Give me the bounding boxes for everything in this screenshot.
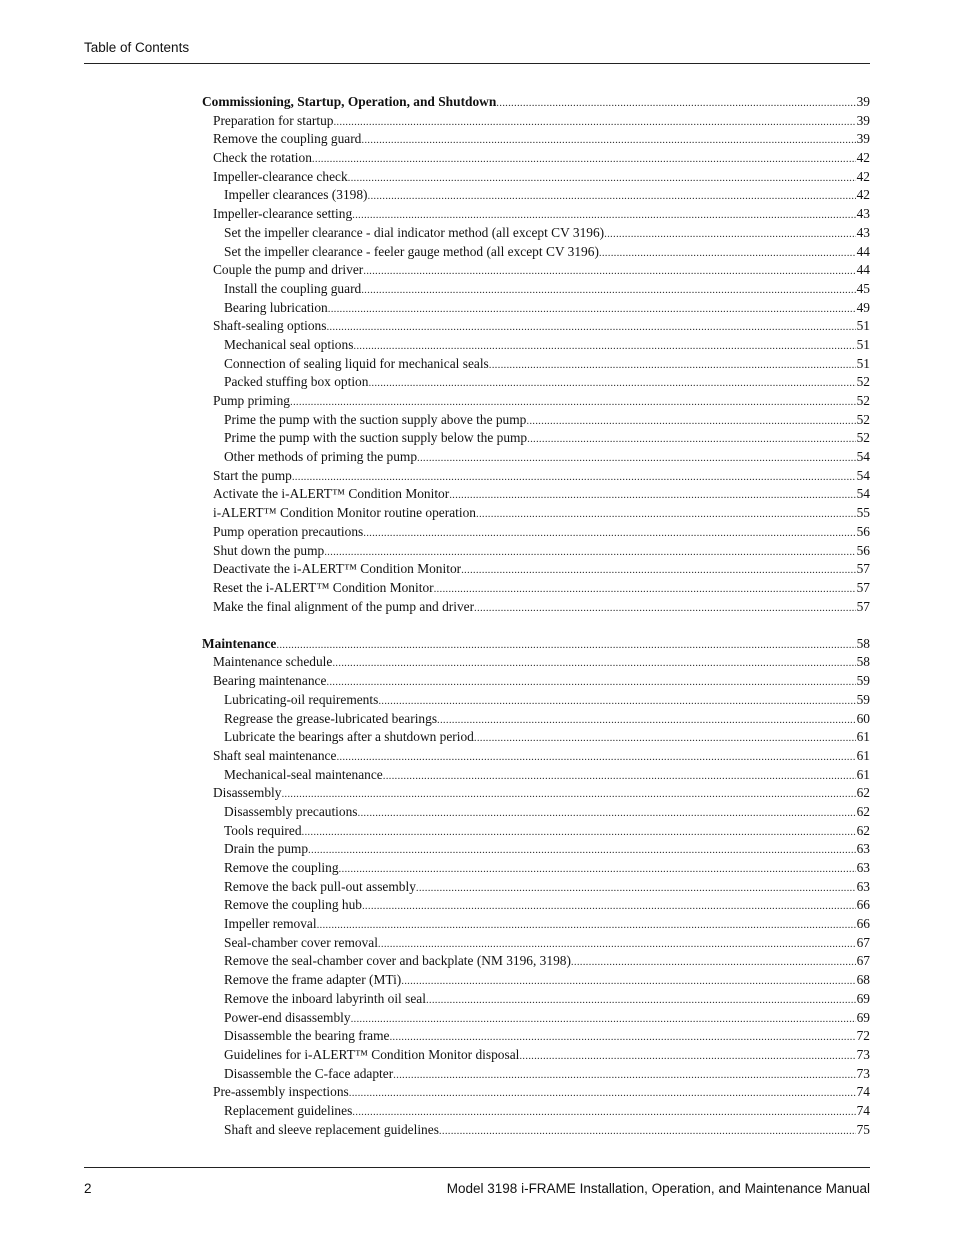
- toc-page-number: 61: [856, 766, 870, 782]
- toc-entry-title: Other methods of priming the pump: [224, 449, 418, 465]
- dot-leader: [326, 673, 855, 692]
- toc-entry-title: Mechanical seal options: [224, 336, 354, 352]
- dot-leader: [417, 449, 856, 468]
- toc-page-number: 73: [856, 1046, 870, 1062]
- toc-page-number: 61: [856, 729, 870, 745]
- header-rule: [84, 63, 870, 64]
- dot-leader: [333, 113, 855, 132]
- toc-page-number: 52: [856, 393, 870, 408]
- dot-leader: [527, 430, 855, 449]
- toc-page-number: 42: [856, 168, 870, 184]
- dot-leader: [326, 318, 855, 337]
- toc-entry[interactable]: [202, 429, 870, 448]
- toc-entry-title: Deactivate the i-ALERT™ Condition Monitor: [213, 561, 462, 577]
- dot-leader: [461, 561, 856, 580]
- toc-entry[interactable]: [202, 747, 870, 766]
- toc-entry-title: Bearing lubrication: [224, 299, 328, 315]
- toc-page-number: 42: [856, 187, 870, 203]
- toc-page-number: 43: [856, 206, 870, 222]
- toc-entry-title: Couple the pump and driver: [213, 262, 364, 278]
- toc-page-number: 60: [856, 710, 870, 726]
- dot-leader: [368, 374, 855, 393]
- toc-page-number: 54: [856, 467, 870, 483]
- toc-entry[interactable]: [202, 373, 870, 392]
- dot-leader: [363, 262, 855, 281]
- dot-leader: [434, 580, 856, 599]
- toc-entry[interactable]: [202, 1083, 870, 1102]
- toc-entry-title: Check the rotation: [213, 150, 312, 166]
- toc-page-number: 69: [856, 1009, 870, 1025]
- toc-entry[interactable]: [202, 411, 870, 430]
- toc-entry-title: Commissioning, Startup, Operation, and Shutdown: [202, 94, 497, 109]
- toc-entry[interactable]: [202, 130, 870, 149]
- toc-entry[interactable]: [202, 822, 870, 841]
- toc-entry[interactable]: [202, 112, 870, 131]
- toc-page-number: 73: [856, 1065, 870, 1081]
- toc-page-number: 74: [856, 1084, 870, 1100]
- toc-page-number: 63: [856, 841, 870, 857]
- dot-leader: [474, 729, 856, 748]
- toc-entry[interactable]: [202, 784, 870, 803]
- toc-entry-title: Lubricate the bearings after a shutdown period: [224, 729, 474, 745]
- toc-page-number: 57: [856, 598, 870, 614]
- dot-leader: [378, 692, 855, 711]
- dot-leader: [489, 356, 856, 375]
- toc-entry-title: Remove the seal-chamber cover and backplate (NM 3196, 3198): [224, 953, 571, 969]
- toc-page-number: 54: [856, 449, 870, 465]
- toc-entry[interactable]: [202, 579, 870, 598]
- toc-entry[interactable]: [202, 878, 870, 897]
- toc-entry[interactable]: [202, 186, 870, 205]
- toc-page-number: 52: [856, 374, 870, 390]
- toc-entry-title: Maintenance: [202, 635, 277, 651]
- toc-entry-title: Impeller-clearance check: [213, 168, 348, 184]
- toc-entry-title: Disassembly precautions: [224, 803, 358, 819]
- toc-entry-title: Remove the coupling guard: [213, 131, 362, 147]
- toc-page-number: 58: [856, 635, 870, 651]
- dot-leader: [362, 897, 856, 916]
- toc-page-number: 43: [856, 224, 870, 240]
- toc-entry[interactable]: [202, 934, 870, 953]
- toc-entry-title: Drain the pump: [224, 841, 309, 857]
- dot-leader: [336, 748, 855, 767]
- toc-page-number: 44: [856, 262, 870, 278]
- toc-page-number: 56: [856, 542, 870, 558]
- dot-leader: [426, 991, 856, 1010]
- toc-chapter-entry[interactable]: [202, 93, 870, 112]
- toc-page-number: 62: [856, 803, 870, 819]
- dot-leader: [348, 169, 856, 188]
- toc-entry-title: Remove the frame adapter (MTi): [224, 972, 402, 988]
- toc-entry[interactable]: [202, 485, 870, 504]
- toc-page-number: 45: [856, 280, 870, 296]
- dot-leader: [519, 1047, 855, 1066]
- dot-leader: [496, 94, 855, 113]
- dot-leader: [358, 804, 856, 823]
- toc-entry[interactable]: [202, 803, 870, 822]
- toc-page-number: 59: [856, 673, 870, 689]
- dot-leader: [312, 150, 856, 169]
- toc-entry-title: Prime the pump with the suction supply above the pump: [224, 411, 527, 427]
- toc-entry-title: Mechanical-seal maintenance: [224, 766, 383, 782]
- dot-leader: [474, 599, 856, 618]
- toc-entry[interactable]: [202, 728, 870, 747]
- toc-entry-title: Guidelines for i-ALERT™ Condition Monitor disposal: [224, 1046, 520, 1062]
- dot-leader: [393, 1066, 855, 1085]
- dot-leader: [308, 841, 856, 860]
- toc-entry-title: Remove the coupling hub: [224, 897, 362, 913]
- toc-page-number: 42: [856, 150, 870, 166]
- toc-page-number: 69: [856, 990, 870, 1006]
- toc-entry-title: Impeller clearances (3198): [224, 187, 368, 203]
- toc-entry[interactable]: [202, 710, 870, 729]
- toc-page-number: 39: [856, 112, 870, 128]
- toc-entry-title: Remove the coupling: [224, 860, 339, 875]
- toc-entry[interactable]: [202, 859, 870, 878]
- toc-entry[interactable]: [202, 1121, 870, 1140]
- toc-entry-title: Disassemble the bearing frame: [224, 1028, 390, 1044]
- dot-leader: [332, 654, 855, 673]
- dot-leader: [361, 281, 855, 300]
- toc-page-number: 63: [856, 860, 870, 875]
- toc-entry[interactable]: [202, 915, 870, 934]
- dot-leader: [276, 636, 855, 655]
- toc-page-number: 49: [856, 299, 870, 315]
- toc-entry[interactable]: [202, 1046, 870, 1065]
- toc-page-number: 66: [856, 897, 870, 913]
- toc-entry-title: Maintenance schedule: [213, 654, 333, 670]
- dot-leader: [401, 972, 855, 991]
- toc-entry[interactable]: [202, 766, 870, 785]
- page-footer: [84, 1181, 870, 1196]
- toc-page-number: 57: [856, 561, 870, 577]
- dot-leader: [599, 244, 856, 263]
- toc-page-number: 54: [856, 486, 870, 502]
- toc-page-number: 51: [856, 355, 870, 371]
- toc-entry[interactable]: [202, 205, 870, 224]
- dot-leader: [378, 935, 856, 954]
- dot-leader: [324, 543, 855, 562]
- toc-entry[interactable]: [202, 1027, 870, 1046]
- dot-leader: [351, 1010, 856, 1029]
- dot-leader: [437, 711, 856, 730]
- toc-page-number: 63: [856, 878, 870, 894]
- footer-rule: [84, 1167, 870, 1168]
- toc-page-number: 44: [856, 243, 870, 259]
- toc-entry[interactable]: [202, 952, 870, 971]
- dot-leader: [339, 860, 856, 879]
- toc-entry-title: Tools required: [224, 822, 302, 838]
- toc-entry[interactable]: [202, 990, 870, 1009]
- toc-entry-title: Remove the inboard labyrinth oil seal: [224, 990, 426, 1006]
- toc-entry[interactable]: [202, 896, 870, 915]
- toc-page-number: 51: [856, 318, 870, 334]
- toc-entry-title: Prime the pump with the suction supply below the pump: [224, 430, 528, 446]
- toc-entry-title: Disassembly: [213, 785, 282, 801]
- toc-entry[interactable]: [202, 336, 870, 355]
- toc-entry-title: Reset the i-ALERT™ Condition Monitor: [213, 579, 434, 595]
- toc-page-number: 66: [856, 916, 870, 932]
- toc-entry[interactable]: [202, 542, 870, 561]
- toc-entry[interactable]: [202, 149, 870, 168]
- toc-entry[interactable]: [202, 448, 870, 467]
- toc-entry[interactable]: [202, 317, 870, 336]
- toc-entry-title: Shaft seal maintenance: [213, 747, 337, 763]
- toc-entry[interactable]: [202, 1009, 870, 1028]
- toc-entry-title: Power-end disassembly: [224, 1009, 351, 1025]
- dot-leader: [353, 337, 855, 356]
- toc-entry[interactable]: [202, 392, 870, 411]
- page-header: [84, 40, 870, 55]
- toc-entry-title: Activate the i-ALERT™ Condition Monitor: [213, 486, 450, 502]
- toc-entry[interactable]: [202, 1065, 870, 1084]
- dot-leader: [363, 524, 855, 543]
- toc-entry-title: Remove the back pull-out assembly: [224, 878, 416, 894]
- toc-entry[interactable]: [202, 168, 870, 187]
- toc-page-number: 62: [856, 785, 870, 801]
- toc-entry-title: Impeller removal: [224, 916, 317, 932]
- dot-leader: [317, 916, 856, 935]
- dot-leader: [439, 1122, 856, 1141]
- toc-page-number: 62: [856, 822, 870, 838]
- dot-leader: [292, 468, 856, 487]
- toc-chapter-entry[interactable]: [202, 635, 870, 654]
- dot-leader: [349, 1084, 856, 1103]
- toc-entry-title: Pre-assembly inspections: [213, 1084, 349, 1100]
- toc-page-number: 68: [856, 972, 870, 988]
- toc-page-number: 67: [856, 934, 870, 950]
- toc-page-number: 61: [856, 747, 870, 763]
- toc-entry-title: Impeller-clearance setting: [213, 206, 353, 222]
- toc-page-number: 57: [856, 579, 870, 595]
- toc-entry[interactable]: [202, 971, 870, 990]
- table-of-contents: [202, 93, 870, 1158]
- dot-leader: [352, 206, 855, 225]
- toc-entry-title: Lubricating-oil requirements: [224, 691, 379, 707]
- toc-entry-title: Disassemble the C-face adapter: [224, 1065, 394, 1081]
- toc-entry-title: Packed stuffing box option: [224, 374, 369, 390]
- toc-entry-title: Set the impeller clearance - dial indicator method (all except CV 3196): [224, 224, 605, 240]
- toc-page-number: 55: [856, 505, 870, 521]
- page-number: 2: [84, 1181, 92, 1196]
- toc-entry[interactable]: [202, 691, 870, 710]
- toc-page-number: 52: [856, 430, 870, 446]
- dot-leader: [352, 1103, 855, 1122]
- toc-entry[interactable]: [202, 653, 870, 672]
- toc-entry-title: Shaft and sleeve replacement guidelines: [224, 1121, 439, 1137]
- toc-page-number: 58: [856, 654, 870, 670]
- dot-leader: [526, 412, 855, 431]
- toc-entry-title: Start the pump: [213, 467, 292, 483]
- header-title: Table of Contents: [84, 40, 190, 55]
- toc-page-number: 75: [856, 1121, 870, 1137]
- toc-entry[interactable]: [202, 560, 870, 579]
- dot-leader: [290, 393, 856, 412]
- toc-page-number: 56: [856, 523, 870, 539]
- toc-page-number: 39: [856, 131, 870, 147]
- dot-leader: [389, 1028, 855, 1047]
- toc-entry[interactable]: [202, 467, 870, 486]
- dot-leader: [361, 131, 855, 150]
- toc-page-number: 59: [856, 691, 870, 707]
- toc-section: [202, 635, 870, 1140]
- toc-section: [202, 93, 870, 616]
- toc-entry-title: Pump priming: [213, 393, 291, 408]
- toc-page-number: 39: [856, 94, 870, 109]
- toc-entry[interactable]: [202, 299, 870, 318]
- dot-leader: [604, 225, 855, 244]
- dot-leader: [328, 300, 856, 319]
- toc-entry[interactable]: [202, 1102, 870, 1121]
- toc-entry[interactable]: [202, 672, 870, 691]
- toc-entry-title: i-ALERT™ Condition Monitor routine operation: [213, 505, 476, 521]
- toc-entry[interactable]: [202, 504, 870, 523]
- toc-entry-title: Install the coupling guard: [224, 280, 362, 296]
- toc-entry[interactable]: [202, 243, 870, 262]
- toc-entry[interactable]: [202, 598, 870, 617]
- toc-entry-title: Connection of sealing liquid for mechanical seals: [224, 355, 489, 371]
- toc-entry-title: Set the impeller clearance - feeler gauge method (all except CV 3196): [224, 243, 599, 259]
- toc-page-number: 67: [856, 953, 870, 969]
- dot-leader: [476, 505, 856, 524]
- toc-entry-title: Pump operation precautions: [213, 523, 364, 539]
- dot-leader: [383, 767, 856, 786]
- toc-entry-title: Replacement guidelines: [224, 1102, 353, 1118]
- toc-entry[interactable]: [202, 840, 870, 859]
- manual-title: Model 3198 i-FRAME Installation, Operation, and Maintenance Manual: [446, 1181, 870, 1196]
- dot-leader: [302, 823, 856, 842]
- toc-entry[interactable]: [202, 224, 870, 243]
- dot-leader: [449, 486, 855, 505]
- toc-entry-title: Regrease the grease-lubricated bearings: [224, 710, 438, 726]
- toc-entry[interactable]: [202, 355, 870, 374]
- toc-entry[interactable]: [202, 261, 870, 280]
- dot-leader: [571, 953, 856, 972]
- dot-leader: [416, 879, 856, 898]
- toc-entry-title: Shaft-sealing options: [213, 318, 327, 334]
- toc-page-number: 51: [856, 336, 870, 352]
- toc-page-number: 52: [856, 411, 870, 427]
- toc-entry-title: Seal-chamber cover removal: [224, 934, 378, 950]
- dot-leader: [281, 785, 855, 804]
- toc-entry-title: Make the final alignment of the pump and driver: [213, 598, 475, 614]
- toc-entry-title: Shut down the pump: [213, 542, 325, 558]
- toc-page-number: 72: [856, 1028, 870, 1044]
- toc-entry[interactable]: [202, 523, 870, 542]
- toc-page-number: 74: [856, 1102, 870, 1118]
- toc-entry-title: Preparation for startup: [213, 112, 334, 128]
- toc-entry[interactable]: [202, 280, 870, 299]
- toc-entry-title: Bearing maintenance: [213, 673, 327, 689]
- dot-leader: [368, 187, 856, 206]
